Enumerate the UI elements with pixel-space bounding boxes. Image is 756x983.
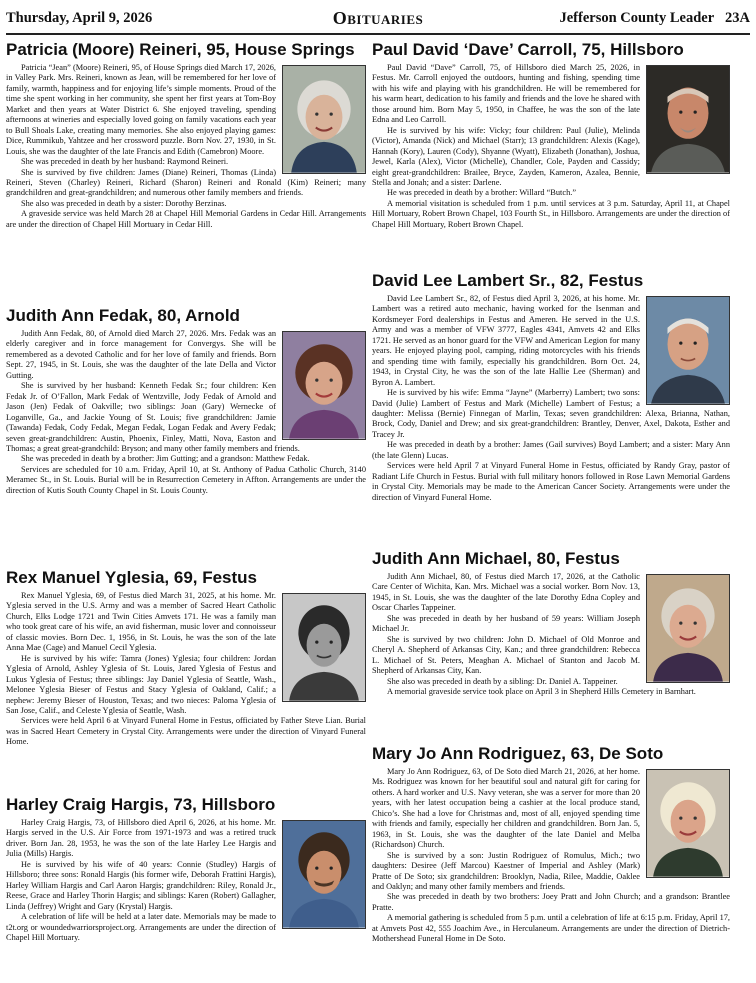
paragraph: She is survived by a son: Justin Rodriguez of Romulus, Mich.; two daughters: Desiree (Jeff Marcou) Kaestner of Imperial and Ashley (Mark) Pratte of De Soto; six grandchildren: Brooklyn, Nadia, Rilee, Maddie, Oaklee and Oaklyn; and many other family members and friends.: [372, 850, 640, 891]
issue-date: Thursday, April 9, 2026: [6, 10, 153, 26]
paragraph: Harley Craig Hargis, 73, of Hillsboro died April 6, 2026, at his home. Mr. Hargis served in the U.S. Air Force from 1971-1973 and was a retired truck driver. Born Jan. 28, 1953, he was the son of the late Harley Lee Hargis and Julia (Mills) Hargis.: [6, 818, 276, 859]
obituary-fedak: [6, 304, 366, 560]
obituary-headline: Harley Craig Hargis, 73, Hillsboro: [6, 795, 276, 814]
paragraph: He was preceded in death by a brother: James (Gail survives) Boyd Lambert; and a sister: Mary Ann (the late Glenn) Lucas.: [372, 440, 730, 460]
paragraph: Judith Ann Fedak, 80, of Arnold died March 27, 2026. Mrs. Fedak was an elderly caregiver and in force management for Convergys. She will be remembered as a devoted Catholic and for her love of family and friends. Born Sept. 27, 1945, in St. Louis, she was the daughter of the late Della and Victor Gutting.: [6, 329, 276, 380]
obituary-headline: Paul David ‘Dave’ Carroll, 75, Hillsboro: [372, 40, 684, 59]
right-column: [372, 38, 730, 978]
paragraph: He was preceded in death by a brother: Willard “Butch.”: [387, 188, 577, 198]
portrait-photo: [646, 769, 730, 878]
obituary-body: [372, 572, 730, 697]
paragraph: She also was preceded in death by a sibling: Dr. Daniel A. Tappeiner.: [387, 676, 618, 686]
obituary-headline: Rex Manuel Yglesia, 69, Festus: [6, 568, 258, 587]
left-column: [6, 38, 366, 983]
obituary-headline: Judith Ann Michael, 80, Festus: [372, 549, 620, 568]
portrait-photo: [282, 331, 366, 440]
obituary-body: [6, 63, 366, 230]
paragraph: He is survived by his wife: Tamra (Jones) Yglesia; four children: Jordan Yglesia of Arnold, Ashley Yglesia of St. Louis, Jared Yglesia of Festus and Lukus Yglesia of Festus; three siblings: Jay Daniel Yglesia of Seattle, Wash., Melonee Yglesia Bieser of Festus and Stacy Yglesia of Oakland, Calif.; a nephew: Jeremy Bieser of Houston, Texas; and two nieces: Paloma Yglesia of San Jose, Calif., and Celeste Yglesia of Seattle, Wash.: [6, 653, 276, 715]
paper-page: [559, 10, 750, 27]
paragraph: A memorial graveside service took place on April 3 in Shepherd Hills Cemetery in Barnhart.: [387, 686, 696, 696]
obituary-rodriguez: [372, 742, 730, 978]
paragraph: A memorial gathering is scheduled from 5 p.m. until a celebration of life at 6:15 p.m. Friday, April 17, at Amvets Post 42, 555 Joachim Ave., in Herculaneum. Arrangements are under the direction of Dietrich-Mothershead Funeral Home in De Soto.: [372, 913, 730, 944]
portrait-photo: [282, 65, 366, 174]
paragraph: He is survived by his wife: Vicky; four children: Paul (Julie), Melinda (Victor), Amanda (Nick) and Michael (Starr); 13 grandchildren: Alexis (Kage), Hannah (Kory), Lauren (Cody), Shyanne (Wyatt), Elizabeth (Jonathan), Joshua, Jewel, Karla (Alex), Victor (Michelle), Chandler, Cole, Payden and Cassidy; eight great-grandchildren: Brailee, Bryce, Zayden, Kameron, Azalea, Bennie, Stella and Jonah; and a sister: Darlene.: [372, 125, 640, 187]
paragraph: Patricia “Jean” (Moore) Reineri, 95, of House Springs died March 17, 2026, in Valley Park. Mrs. Reineri, known as Jean, will be remembered for her love of family, warmth, happiness and for enjoying life’s simple moments. Proud of the time she spent working in her community, she spent her first years at Tom-Boy Market and then years at Water District 6. She enjoyed traveling, spending afternoons at wineries and especially loved going on family vacations each year to Bull Shoals Lake, creating many memories. She also enjoyed playing games: Dice, Rummikub, Yahtzee and her crossword puzzle. Born Nov. 27, 1930, in St. Louis, she was the daughter of the late Francis and Edith (Camebron) Moore.: [6, 63, 276, 156]
portrait-photo: [646, 574, 730, 683]
paragraph: A memorial visitation is scheduled from 1 p.m. until services at 3 p.m. Saturday, April 11, at Chapel Hill Mortuary, Robert Brown Chapel, 103 Fourth St., in Hillsboro. Arrangements are under the direction of Chapel Hill Mortuary, Robert Brown Chapel.: [372, 198, 730, 229]
paragraph: She was preceded in death by two brothers: Joey Pratt and John Church; and a grandson: Brantlee Pratte.: [372, 892, 730, 912]
obituary-headline: Patricia (Moore) Reineri, 95, House Springs: [6, 40, 355, 59]
paper-name: Jefferson County Leader: [559, 10, 715, 26]
paragraph: She is survived by five children: James (Diane) Reineri, Thomas (Linda) Reineri, Steven (Charley) Reineri, Richard (Sharon) Reineri and Ronald (Kim) Reineri; many grandchildren and great-grandchildren; and numerous other family members and friends.: [6, 167, 366, 198]
paragraph: Services are scheduled for 10 a.m. Friday, April 10, at St. Anthony of Padua Catholic Church, 3140 Meramec St., in St. Louis. Burial will be in Resurrection Cemetery in Affton. Arrangements are under the direction of Kutis South County Chapel in St. Louis County.: [6, 464, 366, 495]
obituary-body: [372, 767, 730, 945]
obituary-body: [372, 63, 730, 230]
paragraph: David Lee Lambert Sr., 82, of Festus died April 3, 2026, at his home. Mr. Lambert was a retired auto mechanic, having worked for the Isenman and Kordsmeyer Ford dealerships in Festus and Ameren. He served in the U.S. Army and was a member of VFW 3777, Eagles 4341, Amvets 42 and Elks 1721. He served as an honor guard for the VFW and American Legion for many years. He enjoyed playing pool, camping, riding motorcycles with his friends and spending time with family, especially his grandchildren. Born Oct. 24, 1943, in Crystal City, he was the son of the late Hallie Lee (Sherman) and Byron A. Lambert.: [372, 294, 640, 387]
obituary-hargis: [6, 793, 366, 983]
obituary-headline: Judith Ann Fedak, 80, Arnold: [6, 306, 240, 325]
paragraph: He is survived by his wife of 40 years: Connie (Studley) Hargis of Hillsboro; three sons: Ronald Hargis (his former wife, Deborah Frattini Hargis), Harley William Hargis and Carl Aaron Hargis; grandchildren: Riley, Ronald Jr., Reese, Grace and Harley Thorin Hargis; and siblings: Karen (Robert) Gallagher, Linda (Jeffrey) Wright and Gary (Krystal) Hargis.: [6, 859, 276, 911]
obituary-body: [6, 818, 366, 943]
paragraph: Services were held April 6 at Vinyard Funeral Home in Festus, officiated by Father Steve Lian. Burial was in Sacred Heart Cemetery in Crystal City. Arrangements were under the direction of Vinyard Funeral Home.: [6, 716, 366, 747]
paragraph: He is survived by his wife: Emma “Jayne” (Marberry) Lambert; two sons: David (Julie) Lambert of Festus and Mark (Michelle) Lambert of Festus; a daughter: Melissa (Bernie) Finnegan of Marlin, Texas; seven grandchildren: Alexa, Brianna, Nathan, Brock, Cody, Daniel and Drew; and six great-grandchildren: Brantley, Denver, Axel, Dakota, Esther and Tracey Jr.: [372, 388, 730, 439]
obituary-body: [6, 591, 366, 748]
section-title: Obituaries: [332, 8, 424, 28]
portrait-photo: [646, 65, 730, 174]
obituary-headline: Mary Jo Ann Rodriguez, 63, De Soto: [372, 744, 664, 763]
page-number: 23A: [725, 10, 750, 26]
paragraph: She was preceded in death by her husband of 59 years: William Joseph Michael Jr.: [372, 613, 640, 634]
portrait-photo: [282, 820, 366, 929]
obituary-headline: David Lee Lambert Sr., 82, Festus: [372, 271, 644, 290]
paragraph: Paul David “Dave” Carroll, 75, of Hillsboro died March 25, 2026, in Festus. Mr. Carroll enjoyed the outdoors, hunting and fishing, spending time with his wife and playing with his grandchildren. He will be remembered for his warm heart, dedication to his family and friends and the love he shared with those around him. Born May 5, 1950, in Chaffee, he was the son of the late Edna and Leo Carroll.: [372, 63, 640, 125]
page-header: [6, 4, 750, 30]
obituary-body: [6, 329, 366, 496]
paragraph: She was preceded in death by her husband: Raymond Reineri.: [21, 157, 229, 167]
obituary-body: [372, 294, 730, 503]
paragraph: Services were held April 7 at Vinyard Funeral Home in Festus, officiated by Randy Gray, pastor of Radiant Life Church in Festus. Burial with full military honors followed in Rose Lawn Memorial Gardens in Crystal City. Memorials may be made to the American Cancer Society. Arrangements were under the direction of Vinyard Funeral Home.: [372, 461, 730, 502]
paragraph: She was preceded in death by a brother: Jim Gutting; and a grandson: Matthew Fedak.: [21, 454, 310, 464]
header-rule: [6, 33, 750, 35]
paragraph: Mary Jo Ann Rodriguez, 63, of De Soto died March 21, 2026, at her home. Ms. Rodriguez was known for her beautiful soul and natural gift for caring for others. A hard worker and U.S. Navy veteran, she was a server for more than 20 years, with her latest occupation being a cashier at the local produce stand, Chico’s. She had a love for Christmas and, most of all, enjoyed spending time with friends and family, especially her children and grandchildren. Born Jan. 5, 1963, in St. Louis, she was the daughter of the late Daniel and Melba (Richardson) Church.: [372, 767, 640, 850]
paragraph: A celebration of life will be held at a later date. Memorials may be made to t2t.org or woundedwarriorsproject.org. Arrangements are under the direction of Chapel Hill Mortuary.: [6, 912, 276, 942]
obituary-yglesia: [6, 566, 366, 788]
paragraph: She is survived by two children: John D. Michael of Old Monroe and Cheryl A. Shepherd of Arkansas City, Kan.; and three grandchildren: Rebecca L. Michael of St. Peters, Meaghan A. Michael of Stanton and Jacob M. Shepherd of Arkansas City, Kan.: [372, 634, 640, 676]
obituary-michael: [372, 547, 730, 737]
obituary-lambert: [372, 269, 730, 539]
portrait-photo: [646, 296, 730, 405]
paragraph: Judith Ann Michael, 80, of Festus died March 17, 2026, at the Catholic Care Center of Wichita, Kan. Mrs. Michael was a social worker. Born Nov. 13, 1945, in St. Louis, she was the daughter of the late Dorothy Edna Copley and Oscar Charles Tappeiner.: [372, 572, 640, 613]
paragraph: Rex Manuel Yglesia, 69, of Festus died March 31, 2025, at his home. Mr. Yglesia served in the U.S. Army and was a member of Sacred Heart Catholic Church, Elks Lodge 1721 and Twin Cities Amvets 171. He was a family man who took great care of his wife, an avid fisherman, music lover and connoisseur of classic movies. Born Dec. 1, 1956, in St. Louis, he was the son of the late Anna Mae (Cage) and Manuel Cecil Yglesia.: [6, 591, 276, 653]
portrait-photo: [282, 593, 366, 702]
obituary-reineri: [6, 38, 366, 296]
obituary-carroll: [372, 38, 730, 262]
paragraph: She is survived by her husband: Kenneth Fedak Sr.; four children: Ken Fedak Jr. of O’Fallon, Mark Fedak of Wentzville, Jody Fedak of Arnold and Jason (Jen) Fedak of Oakville; two siblings: Joan (Gary) Wernecke of Loganville, Ga., and Jackie Young of St. Louis; five grandchildren: Jamie (Tawanda) Fedak, Cody Fedak, Megan Fedak, Logan Fedak and Avery Fedak; seven great-grandchildren: Austin, Phoenix, Finley, Matti, Nova, Easton and Thomas; a great great-grandchild: Bryson; and many other family members and friends.: [6, 381, 300, 453]
paragraph: A graveside service was held March 28 at Chapel Hill Memorial Gardens in Cedar Hill. Arrangements are under the direction of Chapel Hill Mortuary in Cedar Hill.: [6, 209, 366, 229]
paragraph: She also was preceded in death by a sister: Dorothy Berzinas.: [21, 198, 227, 208]
